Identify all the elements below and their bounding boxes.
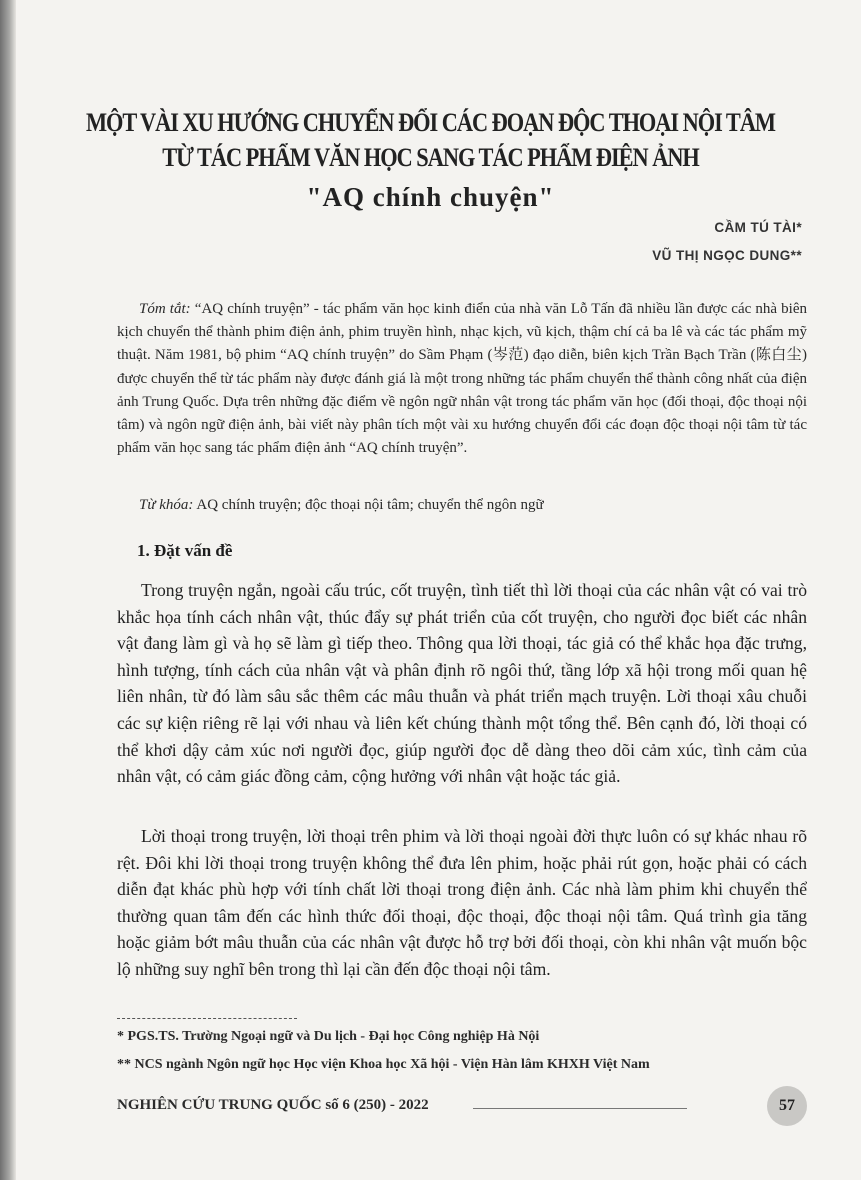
author-2: VŨ THỊ NGỌC DUNG** xyxy=(652,248,802,263)
section-heading: 1. Đặt vấn đề xyxy=(137,541,233,560)
footnote-1: * PGS.TS. Trường Ngoại ngữ và Du lịch - Đại học Công nghiệp Hà Nội xyxy=(117,1029,540,1044)
page-number: 57 xyxy=(767,1086,807,1126)
keywords xyxy=(139,497,544,514)
book-spine-shadow xyxy=(0,0,16,1180)
article-title-line-3: "AQ chính chuyện" xyxy=(306,182,555,212)
article-title-line-1: MỘT VÀI XU HƯỚNG CHUYỂN ĐỔI CÁC ĐOẠN ĐỘC THOẠI NỘI TÂM xyxy=(85,108,776,137)
footnote-2: ** NCS ngành Ngôn ngữ học Học viện Khoa học Xã hội - Viện Hàn lâm KHXH Việt Nam xyxy=(117,1057,650,1072)
abstract-text: “AQ chính truyện” - tác phẩm văn học kinh điển của nhà văn Lỗ Tấn đã nhiều lần được các nhà biên kịch chuyển thể thành phim điện ảnh, phim truyền hình, nhạc kịch, vũ kịch, thậm chí cả ba lê và các tác phẩm mỹ thuật. Năm 1981, bộ phim “AQ chính truyện” do Sầm Phạm (岑范) đạo diễn, biên kịch Trần Bạch Trần (陈白尘) được chuyển thể từ tác phẩm này được đánh giá là một trong những tác phẩm chuyển thể thành công nhất của điện ảnh Trung Quốc. Dựa trên những đặc điểm về ngôn ngữ nhân vật trong tác phẩm văn học (đối thoại, độc thoại nội tâm) và ngôn ngữ điện ảnh, bài viết này phân tích một vài xu hướng chuyển đổi các đoạn độc thoại nội tâm từ tác phẩm văn học sang tác phẩm điện ảnh “AQ chính truyện”. xyxy=(117,301,807,457)
journal-footer: NGHIÊN CỨU TRUNG QUỐC số 6 (250) - 2022 xyxy=(117,1097,429,1113)
body-paragraph-2: Lời thoại trong truyện, lời thoại trên phim và lời thoại ngoài đời thực luôn có sự khác nhau rõ rệt. Đôi khi lời thoại trong truyện không thể đưa lên phim, hoặc phải rút gọn, hoặc phải có cách diễn đạt khác phù hợp với tính chất lời thoại trong điện ảnh. Các nhà làm phim khi chuyển thể thường quan tâm đến các hình thức đối thoại, độc thoại, độc thoại nội tâm. Quá trình gia tăng hoặc giảm bớt mâu thuẫn của các nhân vật được hỗ trợ bởi đối thoại, còn khi nhân vật muốn bộc lộ những suy nghĩ bên trong thì lại cần đến độc thoại nội tâm. xyxy=(117,826,807,979)
body-paragraph-1: Trong truyện ngắn, ngoài cấu trúc, cốt truyện, tình tiết thì lời thoại của các nhân vật có vai trò khắc họa tính cách nhân vật, thúc đẩy sự phát triển của cốt truyện, cho người đọc biết các nhân vật đang làm gì và họ sẽ làm gì tiếp theo. Thông qua lời thoại, tác giả có thể khắc họa đặc trưng, hình tượng, tính cách của nhân vật và phân định rõ ngôi thứ, tầng lớp xã hội trong mối quan hệ liên nhân, từ đó làm sâu sắc thêm các mâu thuẫn và phát triển mạch truyện. Lời thoại xâu chuỗi các sự kiện riêng rẽ lại với nhau và liên kết chúng thành một tổng thể. Bên cạnh đó, lời thoại có thể khơi dậy cảm xúc nơi người đọc, giúp người đọc dễ dàng theo dõi cảm xúc, tình cảm của nhân vật, có cảm giác đồng cảm, cộng hưởng với nhân vật hoặc tác giả. xyxy=(117,580,807,787)
article-title-line-2: TỪ TÁC PHẨM VĂN HỌC SANG TÁC PHẨM ĐIỆN ẢNH xyxy=(162,143,699,172)
abstract-label: Tóm tắt: xyxy=(139,301,191,317)
footnote-divider xyxy=(117,1018,297,1019)
footer-rule xyxy=(473,1108,687,1109)
keywords-text: AQ chính truyện; độc thoại nội tâm; chuyển thể ngôn ngữ xyxy=(196,497,544,513)
author-1: CẦM TÚ TÀI* xyxy=(714,220,802,235)
keywords-label: Từ khóa: xyxy=(139,497,194,513)
abstract xyxy=(117,298,807,460)
